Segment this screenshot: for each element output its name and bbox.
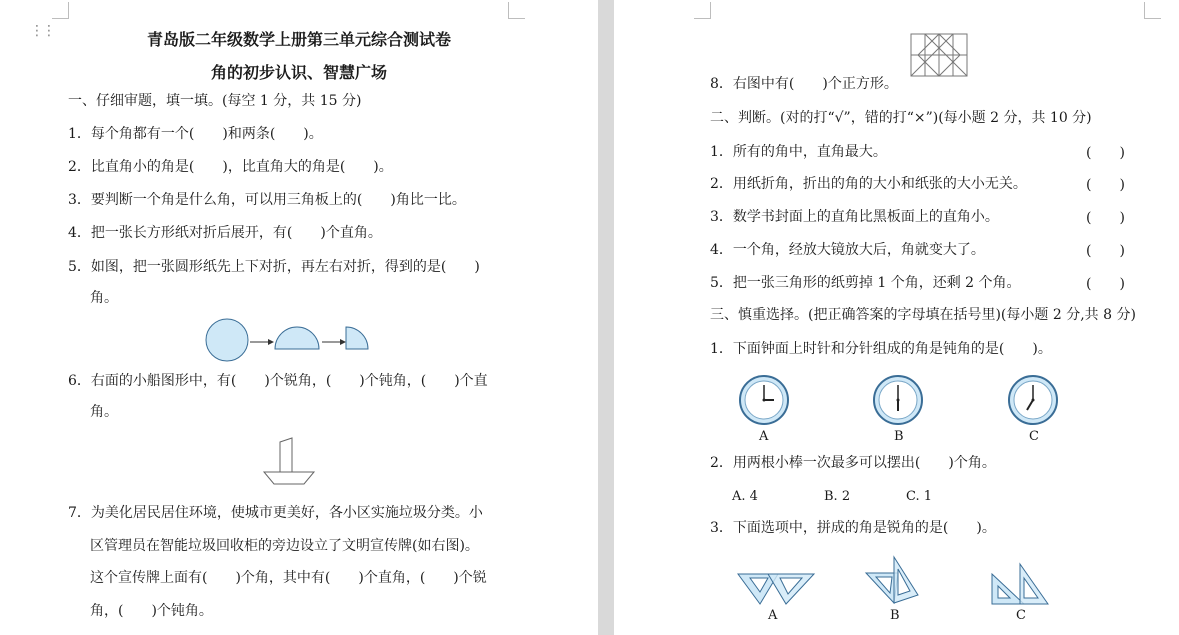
judge-2: 2．用纸折角，折出的角的大小和纸张的大小无关。 — [710, 176, 1027, 192]
answer-paren-4: ( ) — [1086, 243, 1125, 259]
boat-figure — [262, 436, 316, 488]
question-1: 1．每个角都有一个( )和两条( )。 — [68, 126, 323, 142]
clock-c-label: C — [1029, 429, 1039, 444]
choice-1: 1．下面钟面上时针和分针组成的角是钝角的是( )。 — [710, 341, 1052, 357]
exam-title: 青岛版二年级数学上册第三单元综合测试卷 — [146, 30, 451, 49]
choice-2-option-a: A. 4 — [732, 489, 758, 504]
judge-4: 4．一个角，经放大镜放大后，角就变大了。 — [710, 242, 985, 258]
judge-3: 3．数学书封面上的直角比黑板面上的直角小。 — [710, 209, 999, 225]
section-2-heading: 二、判断。(对的打“√”，错的打“×”)(每小题 2 分，共 10 分) — [710, 110, 1092, 126]
circle-fold-figure — [200, 316, 380, 366]
question-7: 7．为美化居民居住环境，使城市更美好，各小区实施垃圾分类。小 — [68, 505, 483, 521]
answer-paren-5: ( ) — [1086, 276, 1125, 292]
set-square-b-label: B — [890, 608, 900, 623]
set-square-a-icon — [736, 570, 816, 610]
question-3: 3．要判断一个角是什么角，可以用三角板上的( )角比一比。 — [68, 192, 466, 208]
question-6: 6．右面的小船图形中，有( )个锐角，( )个钝角，( )个直 — [68, 373, 488, 389]
question-5-cont: 角。 — [90, 290, 118, 306]
question-4: 4．把一张长方形纸对折后展开，有( )个直角。 — [68, 225, 382, 241]
crop-mark — [694, 2, 711, 19]
judge-1: 1．所有的角中，直角最大。 — [710, 144, 887, 160]
crop-mark — [508, 2, 525, 19]
set-square-b-icon — [864, 555, 924, 607]
set-square-a-label: A — [768, 608, 778, 623]
answer-paren-2: ( ) — [1086, 177, 1125, 193]
clock-b-icon — [872, 374, 924, 426]
section-3-heading: 三、慎重选择。(把正确答案的字母填在括号里)(每小题 2 分,共 8 分) — [710, 307, 1136, 323]
choice-2-option-b: B. 2 — [824, 489, 851, 504]
clock-b-label: B — [894, 429, 904, 444]
answer-paren-1: ( ) — [1086, 145, 1125, 161]
judge-5: 5．把一张三角形的纸剪掉 1 个角，还剩 2 个角。 — [710, 275, 1021, 291]
question-7-cont-3: 角，( )个钝角。 — [90, 603, 213, 619]
section-1-heading: 一、仔细审题，填一填。(每空 1 分，共 15 分) — [68, 93, 362, 109]
choice-3: 3．下面选项中，拼成的角是锐角的是( )。 — [710, 520, 996, 536]
clock-c-icon — [1007, 374, 1059, 426]
set-square-c-label: C — [1016, 608, 1026, 623]
question-2: 2．比直角小的角是( )，比直角大的角是( )。 — [68, 159, 393, 175]
question-5: 5．如图，把一张圆形纸先上下对折，再左右对折，得到的是( ) — [68, 259, 480, 275]
question-7-cont-2: 这个宣传牌上面有( )个角，其中有( )个直角，( )个锐 — [90, 570, 487, 586]
squares-figure — [910, 33, 968, 77]
document-page-right — [614, 0, 1179, 635]
question-8: 8．右图中有( )个正方形。 — [710, 76, 898, 92]
clock-a-icon — [738, 374, 790, 426]
exam-subtitle: 角的初步认识、智慧广场 — [210, 63, 387, 82]
page-gutter — [598, 0, 614, 635]
crop-mark — [52, 2, 69, 19]
clock-a-label: A — [759, 429, 769, 444]
question-7-cont-1: 区管理员在智能垃圾回收柜的旁边设立了文明宣传牌(如右图)。 — [90, 538, 479, 554]
set-square-c-icon — [990, 560, 1054, 608]
drag-handle-icon[interactable]: ⋮⋮ — [30, 23, 54, 39]
choice-2: 2．用两根小棒一次最多可以摆出( )个角。 — [710, 455, 996, 471]
answer-paren-3: ( ) — [1086, 210, 1125, 226]
crop-mark — [1144, 2, 1161, 19]
question-6-cont: 角。 — [90, 404, 118, 420]
choice-2-option-c: C. 1 — [906, 489, 933, 504]
